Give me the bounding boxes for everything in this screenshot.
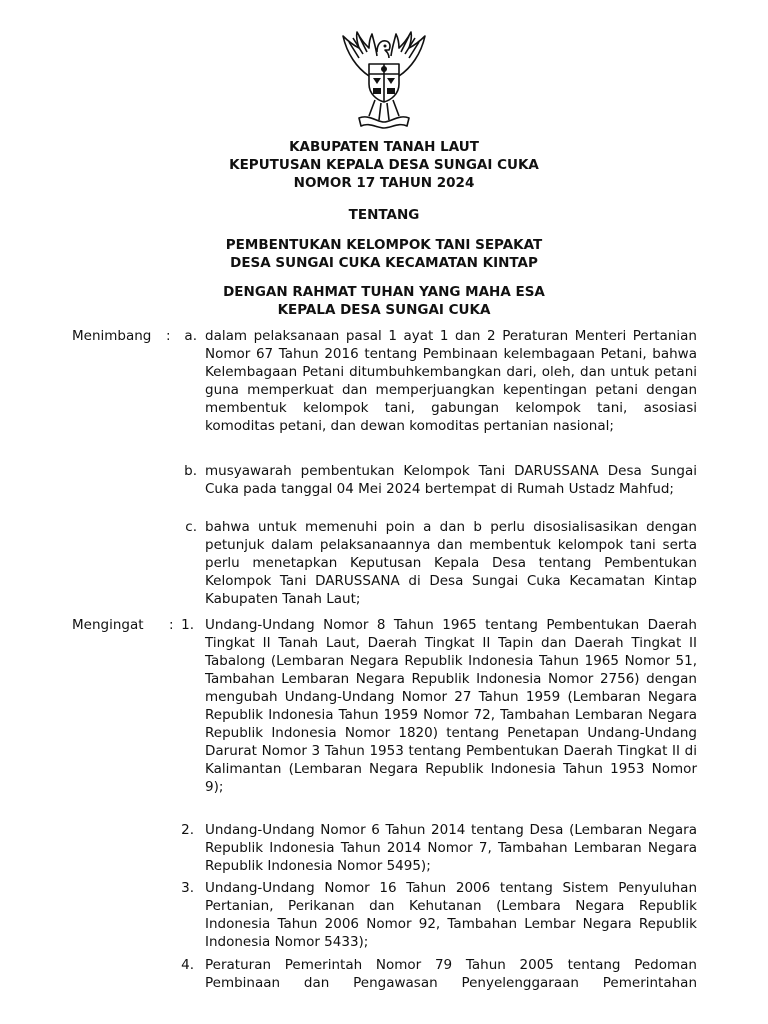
mengingat-item-1: Undang-Undang Nomor 8 Tahun 1965 tentang Pembentukan Daerah Tingkat II Tanah Laut, Daerah Tingkat II Tapin dan Daerah Tingkat II Tabalong (Lembaran Negara Republik Indonesia Tahun 1965 Nomor 51, Tambahan Lembaran Negara Republik Indonesia Nomor 2756) dengan mengubah Undang-Undang Nomor 27 Tahun 1959 (Lembaran Negara Republik Indonesia Tahun 1959 Nomor 72, Tambahan Lembaran Negara Republik Indonesia Nomor 1820) tentang Penetapan Undang-Undang Darurat Nomor 3 Tahun 1953 tentang Pembentukan Daerah Tingkat II di Kalimantan (Lembaran Negara Republik Indonesia Tahun 1953 Nomor 9);: [205, 617, 697, 795]
item-marker: b.: [184, 463, 197, 479]
mengingat-item-4: Peraturan Pemerintah Nomor 79 Tahun 2005 tentang Pedoman Pembinaan dan Pengawasan Penyelenggaraan Pemerintahan: [205, 957, 697, 991]
grace-statement: [0, 283, 768, 319]
subject-line-1: PEMBENTUKAN KELOMPOK TANI SEPAKAT: [225, 237, 543, 253]
menimbang-item-b: musyawarah pembentukan Kelompok Tani DARUSSANA Desa Sungai Cuka pada tanggal 04 Mei 2024 bertempat di Rumah Ustadz Mahfud;: [205, 463, 697, 497]
tentang-heading: TENTANG: [348, 207, 420, 223]
decree-number: NOMOR 17 TAHUN 2024: [293, 175, 475, 191]
grace-line-1: DENGAN RAHMAT TUHAN YANG MAHA ESA: [223, 284, 545, 300]
item-marker: 1.: [181, 617, 194, 633]
regency-title: KABUPATEN TANAH LAUT: [289, 139, 479, 155]
subject-line-2: DESA SUNGAI CUKA KECAMATAN KINTAP: [230, 255, 538, 271]
mengingat-label: Mengingat: [72, 617, 144, 633]
garuda-pancasila-emblem-icon: [329, 28, 439, 130]
mengingat-colon: :: [169, 617, 174, 633]
item-marker: a.: [184, 328, 197, 344]
item-marker: 2.: [181, 822, 194, 838]
document-header: [0, 138, 768, 192]
menimbang-item-c: bahwa untuk memenuhi poin a dan b perlu disosialisasikan dengan petunjuk dalam pelaksanaannya dan membentuk kelompok tani serta perlu menetapkan Keputusan Kepala Desa tentang Pembentukan Kelompok Tani DARUSSANA di Desa Sungai Cuka Kecamatan Kintap Kabupaten Tanah Laut;: [205, 519, 697, 607]
decree-title: KEPUTUSAN KEPALA DESA SUNGAI CUKA: [229, 157, 539, 173]
menimbang-label: Menimbang: [72, 328, 152, 344]
item-marker: 4.: [181, 957, 194, 973]
mengingat-item-3: Undang-Undang Nomor 16 Tahun 2006 tentang Sistem Penyuluhan Pertanian, Perikanan dan Kehutanan (Lembara Negara Republik Indonesia Tahun 2006 Nomor 92, Tambahan Lembar Negara Republik Indonesia Nomor 5433);: [205, 880, 697, 950]
menimbang-colon: :: [166, 328, 171, 344]
grace-line-2: KEPALA DESA SUNGAI CUKA: [277, 302, 491, 318]
mengingat-item-2: Undang-Undang Nomor 6 Tahun 2014 tentang Desa (Lembaran Negara Republik Indonesia Tahun 2014 Nomor 7, Tambahan Lembaran Negara Republik Indonesia Nomor 5495);: [205, 822, 697, 874]
decree-subject: [0, 236, 768, 272]
item-marker: c.: [185, 519, 197, 535]
item-marker: 3.: [181, 880, 194, 896]
menimbang-item-a: dalam pelaksanaan pasal 1 ayat 1 dan 2 Peraturan Menteri Pertanian Nomor 67 Tahun 2016 tentang Pembinaan kelembagaan Petani, bahwa Kelembagaan Petani ditumbuhkembangkan dari, oleh, dan untuk petani guna memperkuat dan memperjuangkan kepentingan petani dengan membentuk kelompok tani, gabungan kelompok tani, asosiasi komoditas petani, dan dewan komoditas pertanian nasional;: [205, 328, 697, 434]
